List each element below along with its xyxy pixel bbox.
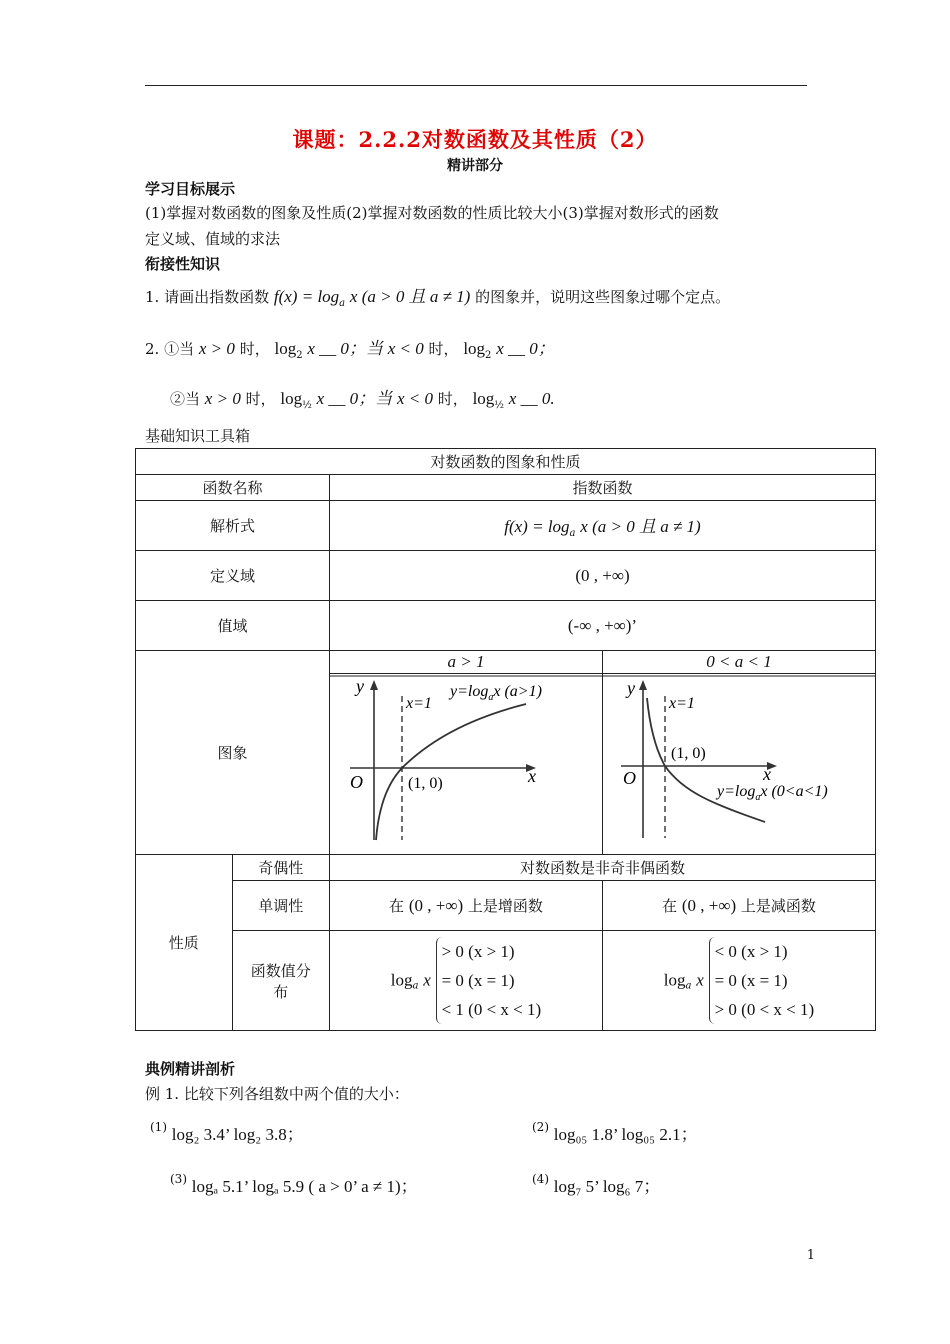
x-label: x: [527, 766, 536, 786]
q3-number: ②当: [170, 390, 201, 408]
q2-log-1: log: [274, 339, 297, 358]
question-2: 2. ①当 x > 0 时， $\log_2 x$ __ 0；当 x < 0 时， $\log_2 x$ __ 0；: [145, 339, 555, 361]
goals-heading: 学习目标展示: [145, 180, 236, 198]
goals-line-1: (1)掌握对数函数的图象及性质(2)掌握对数函数的性质比较大小(3)掌握对数形式的函数: [145, 204, 719, 222]
row-range-label: 值域: [136, 601, 330, 651]
q2-number: 2. ①当: [145, 340, 195, 358]
log-curve-increasing: [376, 704, 526, 840]
graph-left-header: a > 1: [330, 651, 602, 674]
examples-heading: 典例精讲剖析: [145, 1060, 236, 1078]
origin-label: O: [622, 768, 636, 788]
row-domain-label: 定义域: [136, 551, 330, 601]
header-rule: [145, 85, 807, 86]
expression-formula: f(x) = log: [504, 517, 570, 536]
example-4-text: log₇ 5’ log₆ 7；: [553, 1177, 661, 1196]
y-label: y: [626, 678, 635, 698]
q3-log-2: log: [472, 389, 495, 408]
q3-log-1: log: [280, 389, 303, 408]
curve-label-sub: a: [488, 692, 494, 703]
dist-left: $\log_a x$ > 0 (x > 1) = 0 (x = 1) < 1 (0 < x < 1): [329, 931, 602, 1031]
example-1: [150, 1120, 304, 1145]
dist-right-case-2: = 0 (x = 1): [714, 971, 788, 990]
example-3-text: logₐ 5.1’ logₐ 5.9 ( a > 0’ a ≠ 1)；: [191, 1177, 418, 1196]
header-name: 函数名称: [136, 475, 330, 501]
example-intro: 例 1. 比较下列各组数中两个值的大小：: [145, 1085, 409, 1103]
curve-label: [715, 783, 828, 803]
example-4: [532, 1172, 660, 1197]
row-graph-label: 图象: [136, 651, 330, 855]
curve-label-main: y=log: [716, 783, 756, 800]
dist-label-line-2: 布: [273, 982, 289, 1001]
graph-right: [603, 674, 875, 850]
mono-left-pre: 在: [389, 897, 405, 915]
props-label: 性质: [136, 855, 233, 1031]
goals-line-2: 定义域、值域的求法: [145, 230, 281, 248]
dist-label-line-1: 函数值分: [250, 961, 311, 980]
dist-label: [232, 931, 329, 1031]
row-expression-value: [329, 501, 875, 551]
mono-right-pre: 在: [662, 897, 678, 915]
graph-left: [330, 674, 602, 850]
q3-text-f: 时，: [437, 390, 468, 408]
curve-label: [448, 683, 542, 703]
dist-right-case-3: > 0 (0 < x < 1): [714, 1000, 815, 1019]
example-2-number: (2): [532, 1120, 549, 1134]
dist-right-cases: [709, 937, 815, 1024]
example-3: [170, 1172, 418, 1197]
point-label: (1, 0): [670, 745, 706, 762]
example-2-text: log₀₅ 1.8’ log₀₅ 2.1；: [553, 1125, 698, 1144]
q3-cond-a: x > 0: [204, 389, 241, 408]
q3-blank-2: x __ 0.: [508, 389, 555, 408]
dist-left-case-1: > 0 (x > 1): [441, 942, 515, 961]
example-1-text: log₂ 3.4’ log₂ 3.8；: [171, 1125, 304, 1144]
curve-label-sub: a: [755, 792, 761, 803]
y-label: y: [355, 676, 364, 696]
origin-label: O: [349, 772, 363, 792]
mono-label: 单调性: [232, 881, 329, 931]
mono-left-post: 上是增函数: [467, 897, 543, 915]
parity-label: 奇偶性: [232, 855, 329, 881]
bridge-heading: 衔接性知识: [145, 255, 221, 273]
q3-cond-e: x < 0: [396, 389, 433, 408]
q1-condition: x (a > 0 且 a ≠ 1): [349, 287, 471, 306]
mono-left: [329, 881, 602, 931]
mono-right-interval: (0 , +∞): [681, 896, 737, 915]
mono-right: [602, 881, 875, 931]
dist-left-cases: [436, 937, 542, 1024]
example-3-number: (3): [170, 1172, 187, 1186]
q2-text-b: 时，: [239, 340, 270, 358]
q2-blank-2: x __ 0；: [496, 339, 555, 358]
q2-log-2: log: [463, 339, 486, 358]
vline-label: x=1: [668, 695, 695, 712]
graph-right-cell: [602, 651, 875, 855]
mono-right-post: 上是减函数: [740, 897, 816, 915]
x-label: x: [762, 764, 771, 784]
example-2: [532, 1120, 698, 1145]
graph-right-header: 0 < a < 1: [603, 651, 875, 674]
expression-sub: a: [569, 528, 576, 539]
table-title: 对数函数的图象和性质: [136, 449, 876, 475]
q1-suffix: 的图象并，说明这些图象过哪个定点。: [475, 288, 731, 306]
dist-left-case-2: = 0 (x = 1): [441, 971, 515, 990]
dist-right: $\log_a x$ < 0 (x > 1) = 0 (x = 1) > 0 (0 < x < 1): [602, 931, 875, 1031]
row-range-value: (-∞ , +∞)’: [329, 601, 875, 651]
curve-label-rest: x (0<a<1): [760, 783, 828, 800]
q2-text-f: 时，: [428, 340, 459, 358]
q2-cond-e: x < 0: [387, 339, 424, 358]
curve-label-main: y=log: [449, 683, 489, 700]
properties-table: [135, 448, 876, 1031]
dist-left-case-3: < 1 (0 < x < 1): [441, 1000, 542, 1019]
row-domain-value: (0 , +∞): [329, 551, 875, 601]
example-1-number: (1): [150, 1120, 167, 1134]
question-3: ②当 x > 0 时， $\log_{\frac{1}{2}} x$ __ 0；当 x < 0 时， $\log_{\frac{1}{2}} x$ __ 0.: [170, 389, 555, 411]
graph-left-cell: [329, 651, 602, 855]
dist-right-case-1: < 0 (x > 1): [714, 942, 788, 961]
q3-blank-1: x __ 0；当: [316, 389, 393, 408]
q3-text-b: 时，: [245, 390, 276, 408]
expression-condition: x (a > 0 且 a ≠ 1): [580, 517, 701, 536]
page-subtitle: 精讲部分: [447, 158, 503, 174]
y-axis-arrow: [639, 680, 647, 690]
vline-label: x=1: [405, 695, 432, 712]
q1-prefix: 1. 请画出指数函数: [145, 288, 270, 306]
mono-left-interval: (0 , +∞): [408, 896, 464, 915]
page-title: 课题：2.2.2对数函数及其性质（2）: [292, 127, 658, 152]
q2-blank-1: x __ 0；当: [307, 339, 383, 358]
question-1: 1. 请画出指数函数 $f(x) = \log_a x$ (a > 0 且 a ≠ 1) 的图象并，说明这些图象过哪个定点。: [145, 287, 731, 309]
page-number: 1: [806, 1248, 815, 1263]
q1-formula: f(x) = log: [273, 287, 340, 306]
y-axis-arrow: [370, 680, 378, 690]
example-4-number: (4): [532, 1172, 549, 1186]
header-value: 指数函数: [329, 475, 875, 501]
q2-cond-a: x > 0: [198, 339, 235, 358]
toolbox-heading: 基础知识工具箱: [145, 427, 251, 445]
point-label: (1, 0): [407, 775, 443, 792]
row-expression-label: 解析式: [136, 501, 330, 551]
curve-label-rest: x (a>1): [493, 683, 542, 700]
parity-value: 对数函数是非奇非偶函数: [329, 855, 875, 881]
